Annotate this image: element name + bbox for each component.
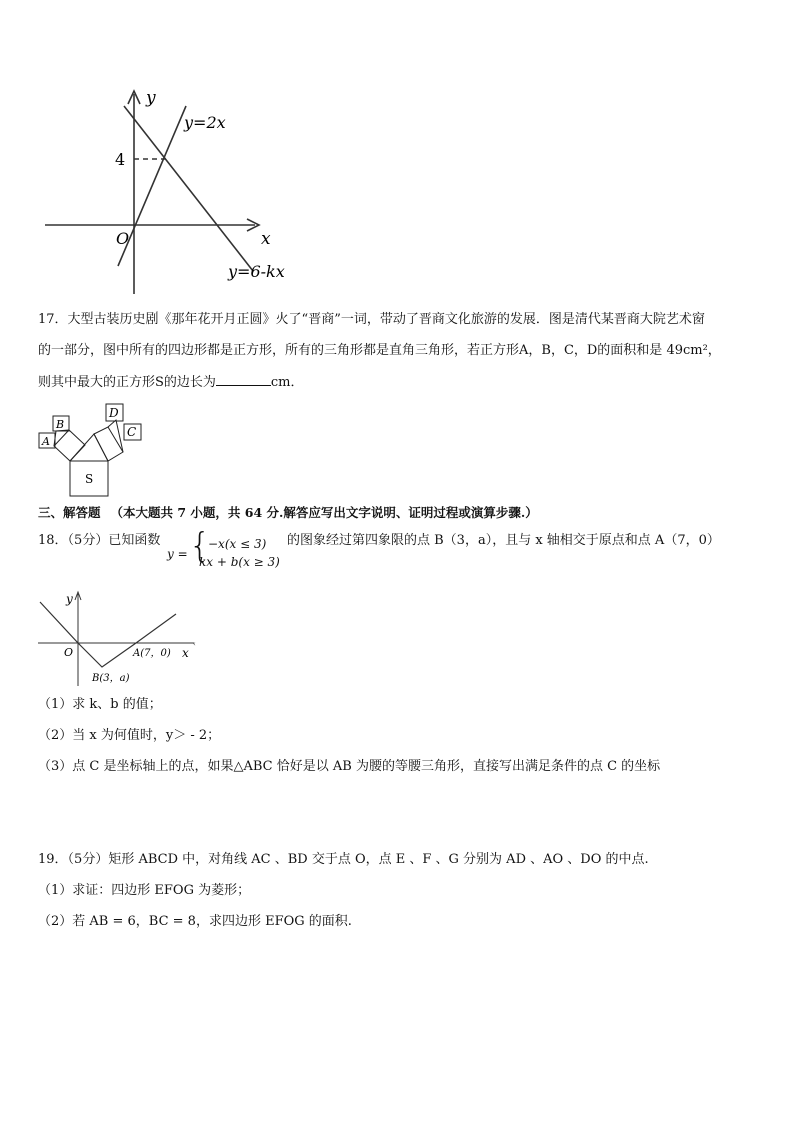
q18-case1: −x(x ≤ 3) xyxy=(208,537,267,551)
svg-text:‹: ‹ xyxy=(193,640,196,648)
q18-pre: 18．（5分）已知函数 xyxy=(38,533,161,548)
q17-line3-pre: 则其中最大的正方形S的边长为 xyxy=(38,375,216,390)
q17-fig-label-a: A xyxy=(42,435,50,448)
fig16-line2-label: y=6-kx xyxy=(228,262,285,281)
fig18-point-a: A(7，0) xyxy=(133,648,171,659)
q19-line1: 19．（5分）矩形 ABCD 中，对角线 AC 、BD 交于点 O，点 E 、F 、G 分别为 AD 、AO 、DO 的中点. xyxy=(38,852,649,867)
fig18-origin-label: O xyxy=(64,646,74,659)
q18-post: 的图象经过第四象限的点 B（3，a），且与 x 轴相交于原点和点 A（7，0） xyxy=(287,533,720,548)
section3-note: （本大题共 7 小题，共 64 分.解答应写出文字说明、证明过程或演算步骤.） xyxy=(110,505,538,520)
fig16-origin-label: O xyxy=(116,229,130,248)
q19-sub1: （1）求证：四边形 EFOG 为菱形； xyxy=(38,883,251,898)
fig16-y-label: y xyxy=(146,88,156,108)
q18-case2: kx + b(x ≥ 3) xyxy=(199,555,280,569)
q18-sub3: （3）点 C 是坐标轴上的点，如果△ABC 恰好是以 AB 为腰的等腰三角形，直接写出满足条件的点 C 的坐标 xyxy=(38,759,661,774)
q17-line2: 的一部分，图中所有的四边形都是正方形，所有的三角形都是直角三角形，若正方形A，B，C，D的面积和是 49cm²， xyxy=(38,343,721,358)
q17-fig-label-b: B xyxy=(56,418,65,431)
fig18-point-b: B(3，a) xyxy=(92,673,130,684)
figure-17-squares xyxy=(36,402,146,498)
fig16-x-label: x xyxy=(261,229,271,249)
q18-yeq: y = xyxy=(167,547,188,561)
q18-sub1: （1）求 k、b 的值； xyxy=(38,697,162,712)
q18-brace: { xyxy=(189,526,211,566)
fig18-y-label: y xyxy=(66,592,73,606)
q17-fig-label-s: S xyxy=(85,472,94,486)
q17-line1: 17．大型古装历史剧《那年花开月正圆》火了“晋商”一词，带动了晋商文化旅游的发展．图是清代某晋商大院艺术窗 xyxy=(38,312,705,327)
section3-heading xyxy=(38,503,538,523)
q17-fig-label-d: D xyxy=(109,406,119,420)
q17-line3 xyxy=(38,373,304,393)
section3-title: 三、解答题 xyxy=(38,505,101,520)
q17-line3-post: cm． xyxy=(270,375,304,390)
figure-18-graph xyxy=(36,588,208,688)
q17-answer-blank xyxy=(216,373,271,386)
q19-sub2: （2）若 AB = 6，BC = 8，求四边形 EFOG 的面积. xyxy=(38,914,352,929)
fig16-line1-label: y=2x xyxy=(184,113,226,132)
q17-fig-label-c: C xyxy=(127,425,137,439)
figure-16-graph xyxy=(40,86,290,298)
fig16-four-label: 4 xyxy=(115,150,126,169)
fig18-x-label: x xyxy=(182,646,189,660)
q18-sub2: （2）当 x 为何值时，y＞ - 2； xyxy=(38,728,221,743)
